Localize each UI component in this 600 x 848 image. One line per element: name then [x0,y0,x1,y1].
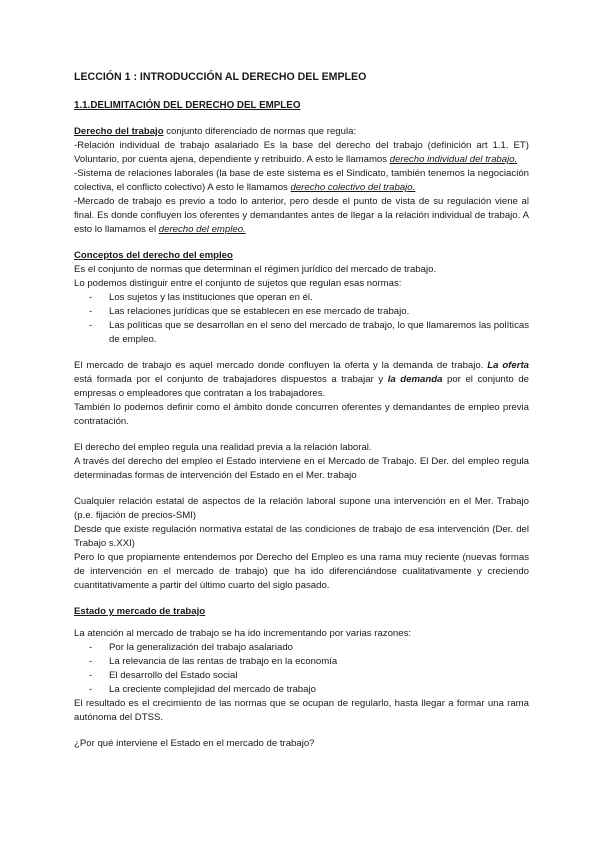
section-heading-1-1: 1.1.DELIMITACIÓN DEL DERECHO DEL EMPLEO [74,100,301,111]
lesson-title: LECCIÓN 1 : INTRODUCCIÓN AL DERECHO DEL EMPLEO [74,71,367,83]
oferta-term: La oferta [487,360,529,371]
list-item: - Las relaciones jurídicas que se establecen en ese mercado de trabajo. [89,305,529,319]
derecho-colectivo-term: derecho colectivo del trabajo. [290,182,416,193]
paragraph-cualquier: Cualquier relación estatal de aspectos de la relación laboral supone una intervención en el Mer. Trabajo (p.e. fijación de precios-SMI) [74,496,529,521]
list-item: - Por la generalización del trabajo asalariado [89,641,529,655]
mercado-text-b: está formada por el conjunto de trabajadores dispuestos a trabajar y [74,374,388,385]
list-item: - La creciente complejidad del mercado de trabajo [89,683,529,697]
relacion-individual-text: -Relación individual de trabajo asalariado Es la base del derecho del trabajo (definición art 1.1. ET) Voluntario, por cuenta ajena, dependiente y retribuido. A esto le llamamos [74,140,529,165]
derecho-individual-term: derecho individual del trabajo. [389,154,518,165]
estado-list [74,641,529,697]
mercado-trabajo-text: -Mercado de trabajo es previo a todo lo anterior, pero desde el punto de vista de su regulación viene al final. Es donde confluyen los oferentes y demandantes antes de llegar a la relación individual de trabajo. A esto lo llamamos el [74,196,529,235]
conceptos-line-2: Lo podemos distinguir entre el conjunto de sujetos que regulan esas normas: [74,278,402,289]
derecho-trabajo-intro [74,125,529,139]
derecho-trabajo-term: Derecho del trabajo [74,126,164,137]
document-page [74,70,529,751]
estado-intro: La atención al mercado de trabajo se ha ido incrementando por varias razones: [74,628,412,639]
paragraph-regula-2: A través del derecho del empleo el Estado interviene en el Mercado de Trabajo. El Der. del empleo regula determinadas formas de intervención del Estado en el Mer. trabajo [74,456,529,481]
paragraph-desde: Desde que existe regulación normativa estatal de las condiciones de trabajo de esa intervención (Der. del Trabajo s.XXI) [74,524,529,549]
mercado-text-c: por el conjunto de empresas o empleadores que contratan a los trabajadores. [74,374,529,399]
conceptos-heading: Conceptos del derecho del empleo [74,250,233,261]
paragraph-mercado-trabajo [74,195,529,237]
demanda-term: la demanda [387,374,443,385]
mercado-text-a: El mercado de trabajo es aquel mercado donde confluyen la oferta y la demanda de trabajo. [74,360,488,371]
paragraph-mercado-oferta-demanda [74,359,529,401]
paragraph-resultado: El resultado es el crecimiento de las normas que se ocupan de regularlo, hasta llegar a formar una rama autónoma del DTSS. [74,698,529,723]
list-item: - Los sujetos y las instituciones que operan en él. [89,291,529,305]
list-item: - Las políticas que se desarrollan en el seno del mercado de trabajo, lo que llamaremos las políticas de empleo. [89,319,529,347]
paragraph-regula-1: El derecho del empleo regula una realidad previa a la relación laboral. [74,442,372,453]
paragraph-tambien: También lo podemos definir como el ámbito donde concurren oferentes y demandantes de empleo previa contratación. [74,402,529,427]
paragraph-relaciones-laborales [74,167,529,195]
list-item: - El desarrollo del Estado social [89,669,529,683]
paragraph-relacion-individual [74,139,529,167]
conceptos-line-1: Es el conjunto de normas que determinan el régimen jurídico del mercado de trabajo. [74,264,437,275]
paragraph-pregunta: ¿Por qué interviene el Estado en el mercado de trabajo? [74,738,315,749]
relaciones-laborales-text: -Sistema de relaciones laborales (la base de este sistema es el Sindicato, también tenemos la negociación colectiva, el conflicto colectivo) A esto le llamamos [74,168,529,193]
derecho-empleo-term: derecho del empleo. [158,224,246,235]
conceptos-list [74,291,529,347]
derecho-trabajo-intro-text: conjunto diferenciado de normas que regula: [163,126,357,137]
estado-heading: Estado y mercado de trabajo [74,606,206,617]
list-item: - La relevancia de las rentas de trabajo en la economía [89,655,529,669]
paragraph-pero: Pero lo que propiamente entendemos por Derecho del Empleo es una rama muy reciente (nuevas formas de intervención en el mercado de trabajo) que ha ido diferenciándose cualitativamente y creciendo cuantitativamente a partir del último cuarto del siglo pasado. [74,552,529,591]
